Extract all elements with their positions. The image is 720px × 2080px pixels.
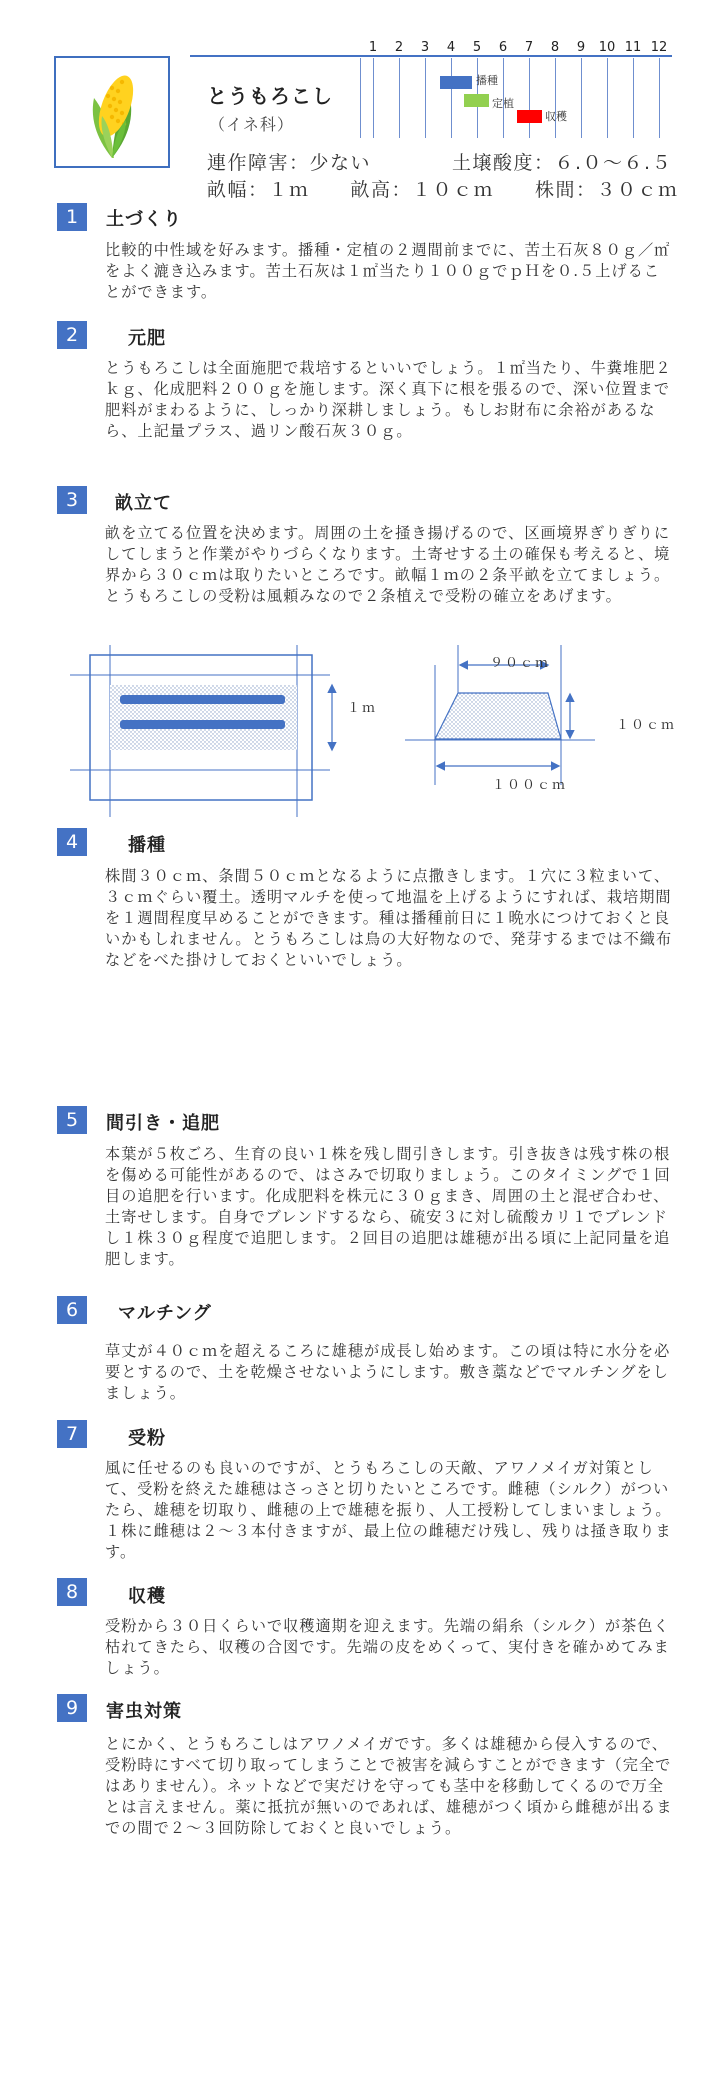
section-body: 本葉が５枚ごろ、生育の良い１株を残し間引きします。引き抜きは残す株の根を傷める可能性があるので、はさみで切取りましょう。このタイミングで１回目の追肥を行います。化成肥料を株元に３０ｇまき、周囲の土と混ぜ合わせ、土寄せします。自身でブレンドするなら、硫安３に対し硫酸カリ１でブレンドし１株３０ｇ程度で追肥します。２回目の追肥は雄穂が出る頃に上記同量を追肥します。 (105, 1145, 671, 1268)
planting-period-bar (464, 94, 489, 107)
section-title: 畝立て (115, 493, 172, 514)
month-label: 1 (368, 40, 378, 55)
header-rule (190, 55, 672, 57)
section-number: 4 (57, 828, 87, 856)
row-height-label: １ｍ (347, 701, 378, 716)
section-body: 株間３０ｃｍ、条間５０ｃｍとなるように点撒きします。１穴に３粒まいて、３ｃｍぐらい覆土。透明マルチを使って地温を上げるようにすれば、栽培期間を１週間程度早めることができます。種は播種前日に１晩水につけておくと良いかもしれません。とうもろこしは鳥の大好物なので、発芽するまでは不織布などをべた掛けしておくといいでしょう。 (105, 867, 673, 969)
rotation-info: 連作障害：少ない (207, 152, 372, 174)
month-label: 9 (576, 40, 586, 55)
legend-sowing: 播種 (476, 74, 498, 87)
section-body: 風に任せるのも良いのですが、とうもろこしの天敵、アワノメイガ対策として、受粉を終えた雄穂はさっさと切りたいところです。雌穂（シルク）がついたら、雄穂を切取り、雌穂の上で雄穂を振り、人工授粉してしまいましょう。１株に雌穂は２～３本付きますが、最上位の雌穂だけ残し、残りは掻き取ります。 (105, 1459, 672, 1561)
corn-logo (54, 56, 170, 168)
calendar-gridline (425, 58, 426, 138)
calendar-gridline (399, 58, 400, 138)
bottom-width-label: １００ｃｍ (492, 778, 568, 793)
month-label: 2 (394, 40, 404, 55)
section-number: 7 (57, 1420, 87, 1448)
section-body: 受粉から３０日くらいで収穫適期を迎えます。先端の絹糸（シルク）が茶色く枯れてきたら、収穫の合図です。先端の皮をめくって、実付きを確かめてみましょう。 (105, 1617, 670, 1677)
section-body: 草丈が４０ｃｍを超えるころに雄穂が成長し始めます。この頃は特に水分を必要とするので、土を乾燥させないようにします。敷き藁などでマルチングをしましょう。 (105, 1342, 671, 1402)
section-title: 間引き・追肥 (106, 1113, 220, 1134)
section-body: とにかく、とうもろこしはアワノメイガです。多くは雄穂から侵入するので、受粉時にすべて切り取ってしまうことで被害を減らすことができます（完全ではありません）。ネットなどで実だけを守っても茎中を移動してくるので万全とは言えません。薬に抵抗が無いのであれば、雄穂がつく頃から雌穂が出るまでの間で２～３回防除しておくと良いでしょう。 (105, 1735, 673, 1837)
calendar-gridline (607, 58, 608, 138)
section-number: 3 (57, 486, 87, 514)
section-number: 8 (57, 1578, 87, 1606)
month-label: 8 (550, 40, 560, 55)
calendar-gridline (633, 58, 634, 138)
section-number: 2 (57, 321, 87, 349)
calendar-gridline (581, 58, 582, 138)
calendar-gridline (555, 58, 556, 138)
corn-icon (56, 58, 168, 166)
calendar-gridline (373, 58, 374, 138)
month-label: 7 (524, 40, 534, 55)
bed-height-label: １０ｃｍ (616, 718, 677, 733)
section-body: 畝を立てる位置を決めます。周囲の土を掻き揚げるので、区画境界ぎりぎりにしてしまうと作業がやりづらくなります。土寄せする土の確保も考えると、境界から３０ｃｍは取りたいところです。畝幅１ｍの２条平畝を立てましょう。とうもろこしの受粉は風頼みなので２条植えで受粉の確立をあげます。 (105, 524, 671, 605)
section-title: 土づくり (106, 209, 182, 230)
harvest-period-bar (517, 110, 542, 123)
top-width-label: ９０ｃｍ (490, 656, 551, 671)
crop-family: （イネ科） (209, 115, 294, 134)
section-title: マルチング (118, 1303, 212, 1324)
month-label: 11 (624, 40, 642, 55)
bed-plan-diagram (60, 645, 380, 825)
month-label: 10 (598, 40, 616, 55)
section-number: 6 (57, 1296, 87, 1324)
section-body: 比較的中性域を好みます。播種・定植の２週間前までに、苦土石灰８０ｇ／㎡をよく漉き込みます。苦土石灰は１㎡当たり１００ｇでｐＨを０.５上げることができます。 (105, 241, 671, 301)
soil-ph-info: 土壌酸度：６.０～６.５ (452, 152, 673, 174)
month-label: 3 (420, 40, 430, 55)
month-label: 6 (498, 40, 508, 55)
calendar-gridline (451, 58, 452, 138)
spacing-info: 畝幅：１ｍ 畝高：１０ｃｍ 株間：３０ｃｍ (207, 179, 679, 201)
section-title: 収穫 (128, 1586, 166, 1607)
calendar-gridline (529, 58, 530, 138)
section-body: とうもろこしは全面施肥で栽培するといいでしょう。１㎡当たり、牛糞堆肥２ｋｇ、化成肥料２００ｇを施します。深く真下に根を張るので、深い位置まで肥料がまわるように、しっかり深耕しましょう。もしお財布に余裕があるなら、上記量プラス、過リン酸石灰３０ｇ。 (105, 359, 672, 440)
section-title: 害虫対策 (106, 1701, 182, 1722)
calendar-gridline (360, 58, 361, 138)
section-number: 9 (57, 1694, 87, 1722)
section-title: 受粉 (128, 1428, 166, 1449)
legend-harvest: 収穫 (545, 110, 567, 123)
section-number: 1 (57, 203, 87, 231)
calendar-gridline (659, 58, 660, 138)
month-label: 4 (446, 40, 456, 55)
month-label: 5 (472, 40, 482, 55)
crop-title: とうもろこし (207, 84, 333, 108)
month-label: 12 (650, 40, 668, 55)
section-number: 5 (57, 1106, 87, 1134)
section-title: 元肥 (128, 328, 166, 349)
legend-planting: 定植 (492, 97, 514, 110)
section-title: 播種 (128, 835, 166, 856)
sowing-period-bar (440, 76, 472, 89)
